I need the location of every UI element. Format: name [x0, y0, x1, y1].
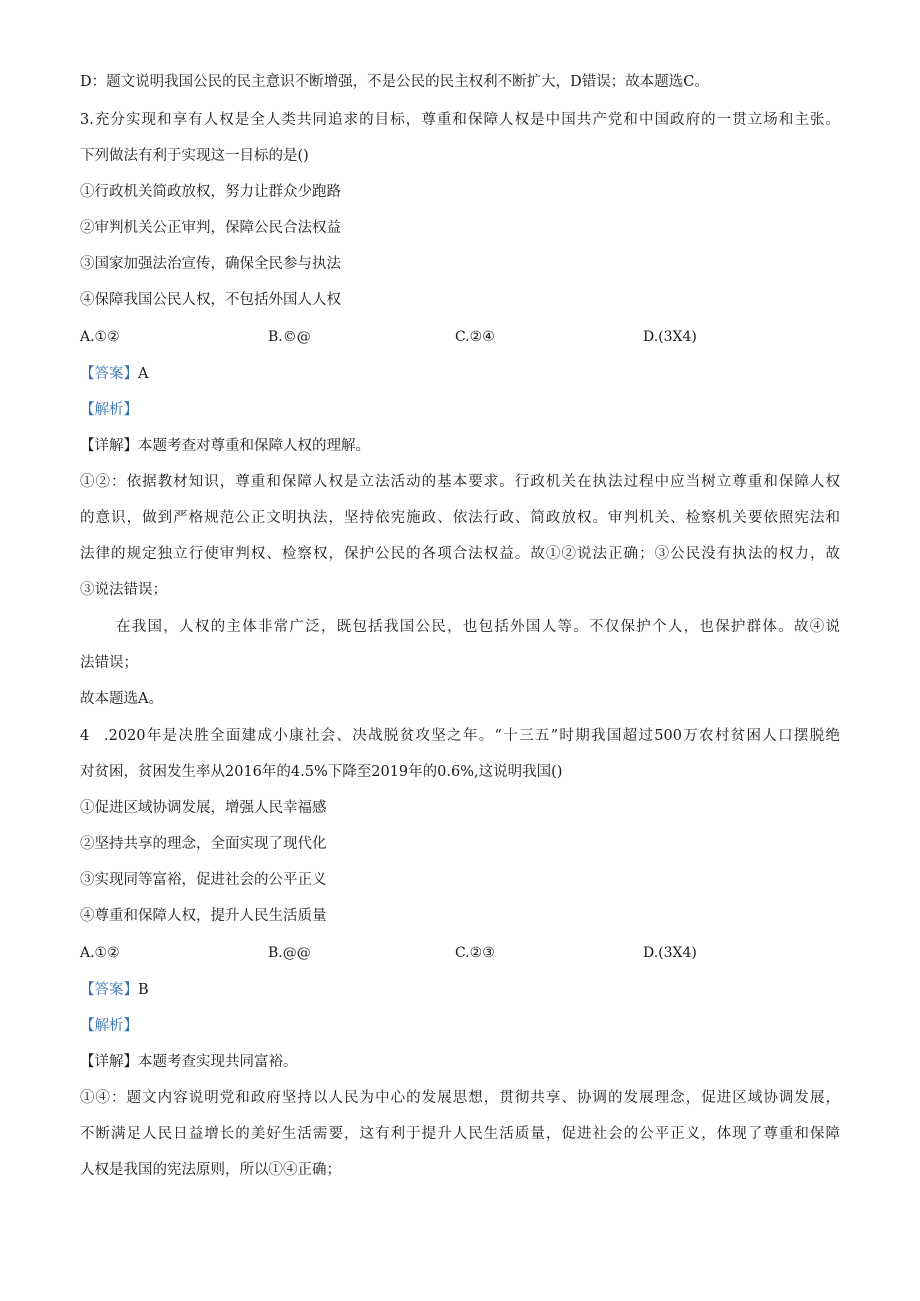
- q3-option-c: C.②④: [455, 329, 495, 345]
- q3-option-d: D.(3X4): [643, 329, 697, 345]
- q4-statement-4: ④尊重和保障人权，提升人民生活质量: [80, 908, 327, 924]
- prev-answer-conclusion: D：题文说明我国公民的民主意识不断增强，不是公民的民主权利不断扩大，D错误；故本题选C。: [80, 74, 709, 90]
- q3-stem-line-1: 3.充分实现和享有人权是全人类共同追求的目标，尊重和保障人权是中国共产党和中国政府的一贯立场和主张。: [80, 112, 840, 128]
- answer-tag: 【答案】: [80, 982, 138, 998]
- analysis-tag: 【解析】: [80, 402, 138, 418]
- q3-explain-p1-line-3: 法律的规定独立行使审判权、检察权，保护公民的各项合法权益。故①②说法正确；③公民没有执法的权力，故: [80, 546, 840, 562]
- answer-tag: 【答案】: [80, 366, 138, 382]
- q4-answer: [80, 980, 149, 1000]
- q4-explain-intro: 【详解】本题考查实现共同富裕。: [80, 1054, 298, 1070]
- q4-explain-p1-line-3: 人权是我国的宪法原则，所以①④正确；: [80, 1162, 341, 1178]
- q4-answer-value: B: [138, 982, 149, 998]
- q3-explain-intro: 【详解】本题考查对尊重和保障人权的理解。: [80, 438, 370, 454]
- q4-number: 4: [80, 728, 90, 744]
- q4-option-b: B.@@: [268, 945, 311, 961]
- q3-explain-p1-line-4: ③说法错误；: [80, 582, 167, 598]
- analysis-tag: 【解析】: [80, 1018, 138, 1034]
- q3-conclusion: 故本题选A。: [80, 691, 163, 707]
- q4-statement-2: ②坚持共享的理念，全面实现了现代化: [80, 836, 327, 852]
- q4-option-d: D.(3X4): [643, 945, 697, 961]
- q3-option-b: B.©@: [268, 329, 311, 345]
- q3-answer: [80, 364, 148, 384]
- q3-option-a: A.①②: [80, 329, 120, 345]
- q3-explain-p1-line-2: 的意识，做到严格规范公正文明执法，坚持依宪施政、依法行政、简政放权。审判机关、检察机关要依照宪法和: [80, 510, 840, 526]
- q4-option-c: C.②③: [455, 945, 495, 961]
- q3-statement-3: ③国家加强法治宣传，确保全民参与执法: [80, 256, 341, 272]
- q3-answer-value: A: [138, 366, 149, 382]
- q4-explain-p1-line-1: ①④：题文内容说明党和政府坚持以人民为中心的发展思想，贯彻共享、协调的发展理念，促进区域协调发展，: [80, 1090, 840, 1106]
- q4-stem-line-1: .2020年是决胜全面建成小康社会、决战脱贫攻坚之年。“十三五”时期我国超过500万农村贫困人口摆脱绝: [104, 728, 840, 744]
- q3-explain-p2-line-1: 在我国，人权的主体非常广泛，既包括我国公民，也包括外国人等。不仅保护个人，也保护群体。故④说: [116, 619, 840, 635]
- q4-option-a: A.①②: [80, 945, 120, 961]
- q3-statement-2: ②审判机关公正审判，保障公民合法权益: [80, 220, 341, 236]
- q4-statement-3: ③实现同等富裕，促进社会的公平正义: [80, 872, 327, 888]
- q3-stem-line-2: 下列做法有利于实现这一目标的是(): [80, 148, 309, 164]
- q3-analysis: [80, 400, 138, 420]
- q3-explain-p2-line-2: 法错误；: [80, 655, 138, 671]
- q4-stem-line-2: 对贫困，贫困发生率从2016年的4.5%下降至2019年的0.6%,这说明我国(): [80, 764, 563, 780]
- q4-analysis: [80, 1016, 138, 1036]
- q4-statement-1: ①促进区域协调发展，增强人民幸福感: [80, 800, 327, 816]
- q3-statement-4: ④保障我国公民人权，不包括外国人人权: [80, 292, 341, 308]
- q3-explain-p1-line-1: ①②：依据教材知识，尊重和保障人权是立法活动的基本要求。行政机关在执法过程中应当树立尊重和保障人权: [80, 474, 840, 490]
- q3-statement-1: ①行政机关简政放权，努力让群众少跑路: [80, 184, 341, 200]
- q4-explain-p1-line-2: 不断满足人民日益增长的美好生活需要，这有利于提升人民生活质量，促进社会的公平正义，体现了尊重和保障: [80, 1126, 840, 1142]
